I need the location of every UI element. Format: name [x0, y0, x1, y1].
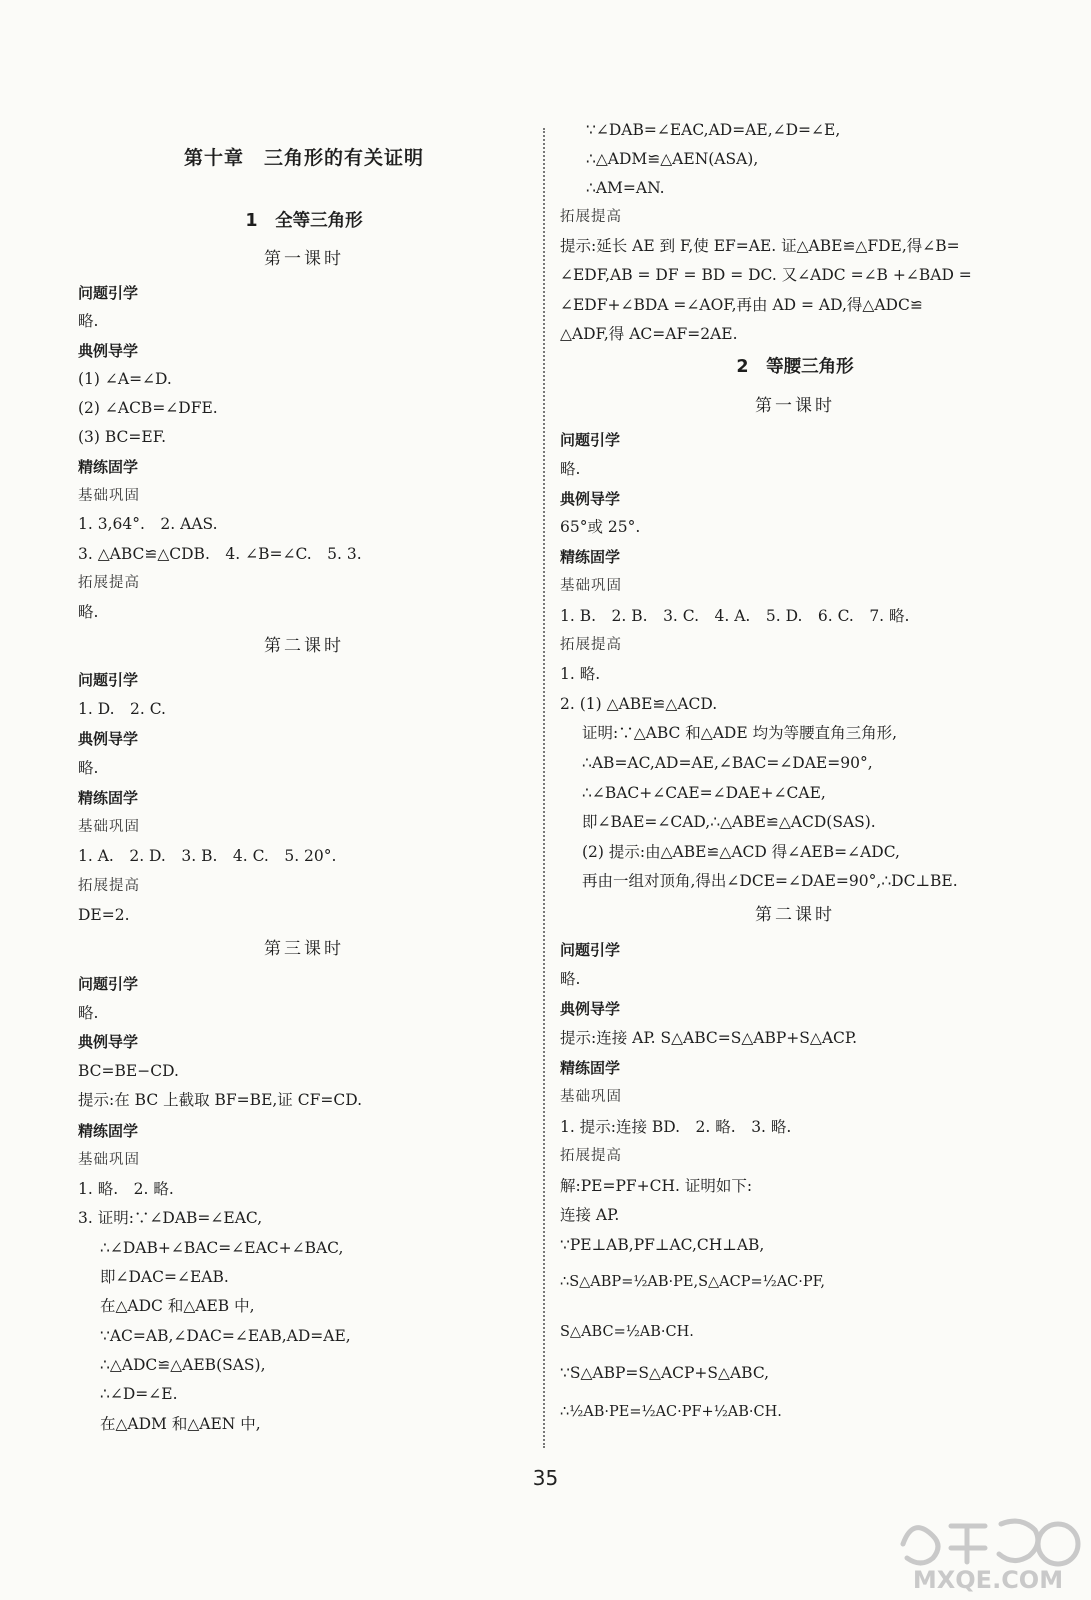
- left-line: 典例导学: [78, 342, 139, 360]
- left-line: 略.: [78, 603, 99, 621]
- right-line: ∵S△ABP=S△ACP+S△ABC,: [560, 1364, 770, 1382]
- left-line: 第三课时: [264, 939, 344, 959]
- watermark-text: MXQE.COM: [912, 1566, 1064, 1594]
- left-line: 问题引学: [78, 284, 139, 302]
- right-line: S△ABC=½AB·CH.: [560, 1324, 694, 1340]
- right-line: 拓展提高: [560, 637, 622, 653]
- right-line: ∠EDF,AB = DF = BD = DC. 又∠ADC =∠B +∠BAD =: [560, 266, 972, 284]
- right-line: 第一课时: [755, 396, 835, 416]
- right-line: 证明:∵△ABC 和△ADE 均为等腰直角三角形,: [582, 724, 898, 742]
- left-line: 1. A. 2. D. 3. B. 4. C. 5. 20°.: [78, 847, 337, 865]
- right-line: 提示:连接 AP. S△ABC=S△ABP+S△ACP.: [560, 1029, 858, 1047]
- left-line: 在△ADM 和△AEN 中,: [100, 1415, 261, 1433]
- right-line: 典例导学: [560, 490, 621, 508]
- left-line: 1. 3,64°. 2. AAS.: [78, 515, 218, 533]
- right-line: 问题引学: [560, 431, 621, 449]
- left-line: 精练固学: [78, 789, 139, 807]
- right-line: (2) 提示:由△ABE≌△ACD 得∠AEB=∠ADC,: [582, 843, 900, 861]
- left-line: 即∠DAC=∠EAB.: [100, 1268, 229, 1286]
- right-line: ∠EDF+∠BDA =∠AOF,再由 AD = AD,得△ADC≌: [560, 296, 923, 314]
- right-line: ∴△ADM≌△AEN(ASA),: [586, 150, 759, 168]
- left-line: 第二课时: [264, 636, 344, 656]
- watermark-logo: [893, 1504, 1083, 1594]
- right-line: 典例导学: [560, 1000, 621, 1018]
- right-line: △ADF,得 AC=AF=2AE.: [560, 325, 738, 343]
- right-line: ∴S△ABP=½AB·PE,S△ACP=½AC·PF,: [560, 1274, 826, 1290]
- left-line: 1. 略. 2. 略.: [78, 1180, 174, 1198]
- right-line: 2 等腰三角形: [736, 357, 854, 377]
- left-line: 略.: [78, 759, 99, 777]
- left-line: 3. △ABC≌△CDB. 4. ∠B=∠C. 5. 3.: [78, 545, 362, 563]
- right-line: 基础巩固: [560, 1089, 622, 1105]
- left-line: 在△ADC 和△AEB 中,: [100, 1297, 255, 1315]
- right-line: 再由一组对顶角,得出∠DCE=∠DAE=90°,∴DC⊥BE.: [582, 872, 958, 890]
- right-line: ∴∠BAC+∠CAE=∠DAE+∠CAE,: [582, 784, 826, 802]
- left-line: 第十章 三角形的有关证明: [183, 147, 424, 169]
- page-number: 35: [532, 1466, 559, 1490]
- right-line: 提示:延长 AE 到 F,使 EF=AE. 证△ABE≌△FDE,得∠B=: [560, 237, 960, 255]
- column-divider: [543, 128, 545, 1448]
- left-line: 典例导学: [78, 730, 139, 748]
- left-line: 提示:在 BC 上截取 BF=BE,证 CF=CD.: [78, 1091, 362, 1109]
- left-line: ∵AC=AB,∠DAC=∠EAB,AD=AE,: [100, 1327, 351, 1345]
- left-line: 拓展提高: [78, 575, 140, 591]
- left-line: ∴∠DAB+∠BAC=∠EAC+∠BAC,: [100, 1239, 344, 1257]
- right-line: 拓展提高: [560, 209, 622, 225]
- right-line: ∵∠DAB=∠EAC,AD=AE,∠D=∠E,: [586, 121, 841, 139]
- left-line: 1 全等三角形: [245, 211, 363, 231]
- left-line: 略.: [78, 1004, 99, 1022]
- left-line: 1. D. 2. C.: [78, 700, 166, 718]
- right-line: 2. (1) △ABE≌△ACD.: [560, 695, 718, 713]
- left-line: 拓展提高: [78, 878, 140, 894]
- left-line: (2) ∠ACB=∠DFE.: [78, 399, 218, 417]
- right-line: ∴AB=AC,AD=AE,∠BAC=∠DAE=90°,: [582, 754, 873, 772]
- left-line: 精练固学: [78, 1122, 139, 1140]
- right-line: 1. 提示:连接 BD. 2. 略. 3. 略.: [560, 1118, 792, 1136]
- right-line: 1. 略.: [560, 665, 601, 683]
- right-line: 略.: [560, 970, 581, 988]
- right-line: 基础巩固: [560, 578, 622, 594]
- left-line: 基础巩固: [78, 1152, 140, 1168]
- right-line: 连接 AP.: [560, 1206, 620, 1224]
- left-line: 典例导学: [78, 1033, 139, 1051]
- right-line: 第二课时: [755, 905, 835, 925]
- right-line: 精练固学: [560, 548, 621, 566]
- right-line: 精练固学: [560, 1059, 621, 1077]
- left-line: (3) BC=EF.: [78, 428, 166, 446]
- left-line: BC=BE−CD.: [78, 1062, 179, 1080]
- right-line: ∴AM=AN.: [586, 179, 665, 197]
- left-line: 略.: [78, 312, 99, 330]
- right-line: ∴½AB·PE=½AC·PF+½AB·CH.: [560, 1404, 782, 1420]
- left-line: 问题引学: [78, 975, 139, 993]
- right-line: ∵PE⊥AB,PF⊥AC,CH⊥AB,: [560, 1236, 765, 1254]
- right-line: 略.: [560, 460, 581, 478]
- left-line: ∴∠D=∠E.: [100, 1385, 178, 1403]
- right-line: 1. B. 2. B. 3. C. 4. A. 5. D. 6. C. 7. 略.: [560, 607, 910, 625]
- right-line: 65°或 25°.: [560, 518, 641, 536]
- right-line: 拓展提高: [560, 1148, 622, 1164]
- left-line: (1) ∠A=∠D.: [78, 370, 172, 388]
- left-line: DE=2.: [78, 906, 130, 924]
- left-line: 第一课时: [264, 249, 344, 269]
- left-line: 基础巩固: [78, 819, 140, 835]
- left-line: ∴△ADC≌△AEB(SAS),: [100, 1356, 266, 1374]
- left-line: 精练固学: [78, 458, 139, 476]
- left-line: 3. 证明:∵∠DAB=∠EAC,: [78, 1209, 263, 1227]
- right-line: 解:PE=PF+CH. 证明如下:: [560, 1177, 753, 1195]
- left-line: 基础巩固: [78, 488, 140, 504]
- right-line: 问题引学: [560, 941, 621, 959]
- right-line: 即∠BAE=∠CAD,∴△ABE≌△ACD(SAS).: [582, 813, 876, 831]
- left-line: 问题引学: [78, 671, 139, 689]
